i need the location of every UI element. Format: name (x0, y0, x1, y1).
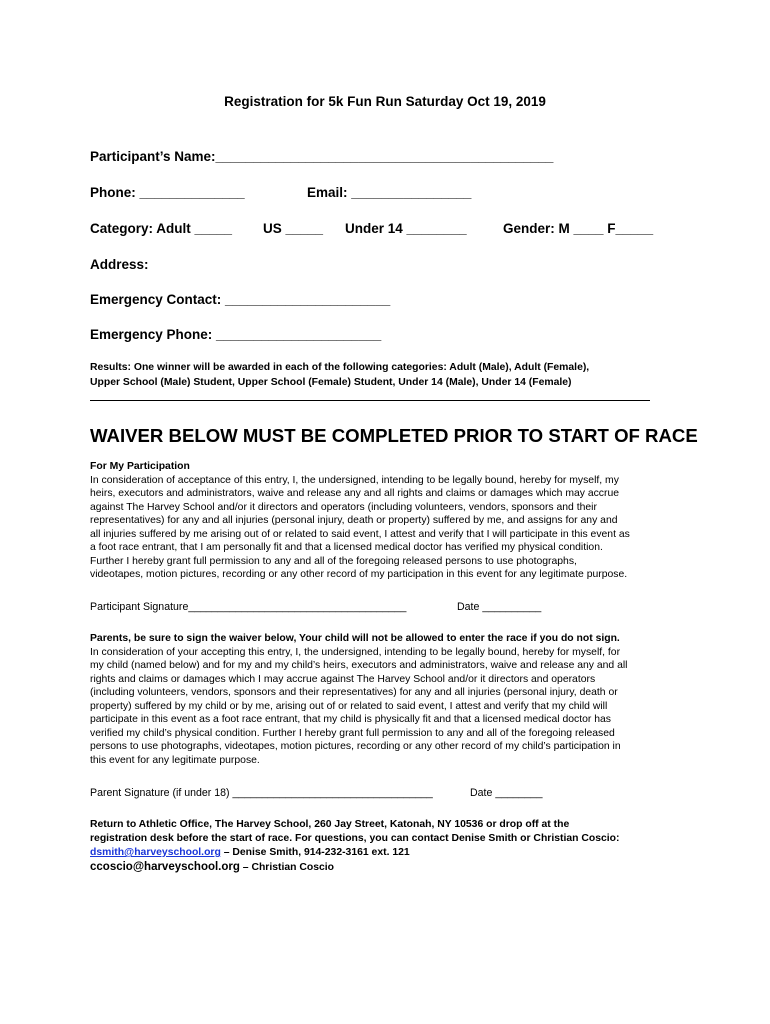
parents-text: verified my child’s physical condition. Further I hereby grant full permission to any and all of the foregoing released (90, 727, 615, 739)
parents-text: persons to use photographs, videotapes, motion pictures, recording or any other record of my child’s participation in (90, 741, 621, 752)
return-line-1: Return to Athletic Office, The Harvey School, 260 Jay Street, Katonah, NY 10536 or drop off at the (90, 819, 570, 830)
emergency-contact-field[interactable]: Emergency Contact: ______________________ (90, 292, 391, 307)
participation-text: videotapes, motion pictures, recording or any other record of my participation in this event for any legitimate purpose. (90, 569, 628, 580)
emergency-phone-field[interactable]: Emergency Phone: ______________________ (90, 327, 382, 342)
parents-text: (including volunteers, vendors, sponsors and their representatives) for any and all injuries (personal injury, death or (90, 687, 618, 698)
christian-contact-text: – Christian Coscio (239, 862, 335, 873)
parents-text: this event for any legitimate purpose. (90, 754, 260, 766)
email-field[interactable]: Email: ________________ (307, 185, 472, 200)
category-us-field[interactable]: US _____ (263, 221, 324, 236)
participation-section (90, 460, 685, 582)
waiver-heading: WAIVER BELOW MUST BE COMPLETED PRIOR TO START OF RACE (90, 425, 698, 446)
parent-date-field[interactable]: Date ________ (470, 787, 543, 799)
return-line-2: registration desk before the start of race. For questions, you can contact Denise Smith or Christian Coscio: (90, 833, 620, 844)
participation-text: representatives) for any and all injuries (personal injury, death or property) suffered by me, and assigns for any and (90, 515, 618, 526)
participation-text: against The Harvey School and/or it directors and operators (including volunteers, vendors, sponsors and their (90, 501, 597, 513)
category-adult-field[interactable]: Category: Adult _____ (90, 221, 233, 236)
contact-christian (90, 861, 334, 873)
parent-signature-field[interactable]: Parent Signature (if under 18) __________________________________ (90, 787, 433, 799)
participation-heading: For My Participation (90, 461, 190, 472)
parents-text: rights and claims or damages which I may accrue against The Harvey School and/or it directors and operators (90, 673, 596, 685)
parents-section (90, 632, 690, 767)
parents-heading: Parents, be sure to sign the waiver below, Your child will not be allowed to enter the race if you do not sign. (90, 633, 620, 644)
results-line-2: Upper School (Male) Student, Upper School (Female) Student, Under 14 (Male), Under 14 (Female) (90, 377, 572, 388)
parents-text: participate in this event as a foot race entrant, that my child is physically fit and that a licensed medical doctor has (90, 714, 611, 725)
dsmith-email-link[interactable]: dsmith@harveyschool.org (90, 847, 221, 858)
gender-field[interactable]: Gender: M ____ F_____ (503, 221, 654, 236)
denise-contact-text: – Denise Smith, 914-232-3161 ext. 121 (220, 847, 410, 858)
ccoscio-email: ccoscio@harveyschool.org (90, 861, 240, 873)
category-under14-field[interactable]: Under 14 ________ (345, 221, 467, 236)
participation-text: heirs, executors and administrators, waive and release any and all rights and claims or damages which may accrue (90, 488, 620, 499)
parents-text: property) suffered by my child or by me, arising out of or related to said event, I attest and verify that my child will (90, 700, 608, 712)
participation-text: Further I hereby grant full permission to any and all of the foregoing released persons to use photographs, (90, 555, 577, 567)
divider-rule (90, 400, 650, 401)
phone-field[interactable]: Phone: ______________ (90, 185, 245, 200)
parents-text: my child (named below) and for my and my child’s heirs, executors and administrators, waive and release any and all (90, 660, 628, 671)
participation-text: a foot race entrant, that I am personally fit and that a licensed medical doctor has verified my physical condition. (90, 542, 603, 553)
address-label: Address: (90, 257, 149, 272)
participant-name-field[interactable]: Participant’s Name:_____________________________________________ (90, 149, 554, 164)
participant-date-field[interactable]: Date __________ (457, 601, 542, 613)
page-title: Registration for 5k Fun Run Saturday Oct 19, 2019 (224, 94, 546, 109)
results-line-1: Results: One winner will be awarded in each of the following categories: Adult (Male), Adult (Female), (90, 362, 590, 373)
parents-text: In consideration of your accepting this entry, I, the undersigned, intending to be legally bound, hereby for myself, for (90, 646, 621, 658)
participation-text: all injuries suffered by me arising out of or related to said event, I attest and verify that I will participate in this event as (90, 528, 630, 540)
participant-signature-field[interactable]: Participant Signature_____________________________________ (90, 601, 407, 613)
contact-denise (90, 847, 410, 858)
participation-text: In consideration of acceptance of this entry, I, the undersigned, intending to be legally bound, hereby for myself, my (90, 474, 619, 486)
